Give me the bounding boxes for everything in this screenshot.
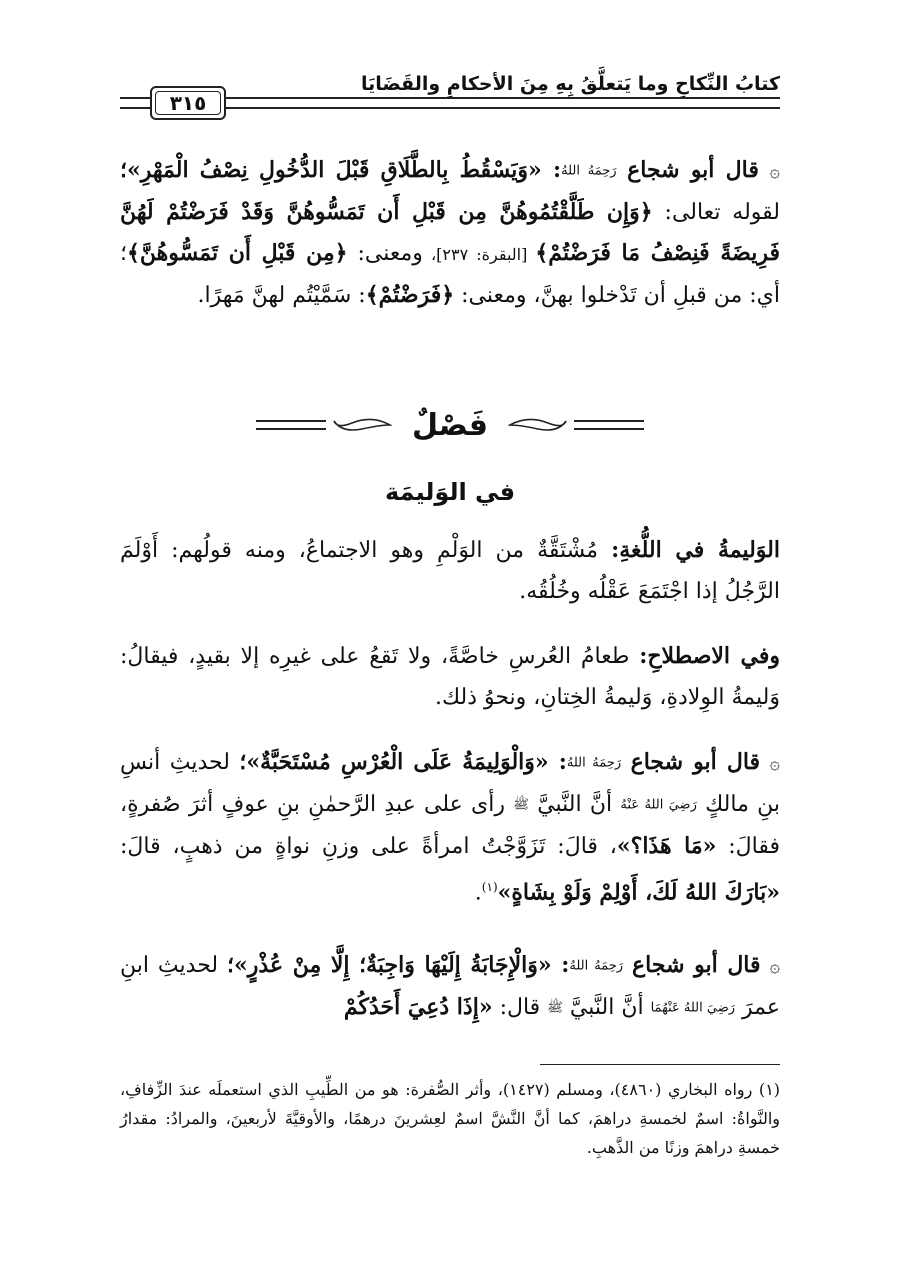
body-text: .	[474, 879, 482, 905]
quran-verse: ﴿وَإِن طَلَّقْتُمُوهُنَّ مِن قَبْلِ أَن تَمَسُّوهُنَّ وَقَدْ فَرَضْتُمْ لَهُنَّ فَرِيضَةً فَنِصْفُ مَا فَرَضْتُمْ﴾	[120, 199, 780, 266]
page-number: ٣١٥	[169, 91, 207, 115]
divider-line	[574, 420, 644, 430]
matn-quote: : «وَالْإِجَابَةُ إِلَيْهَا وَاجِبَةٌ؛ إِلَّا مِنْ عُذْرٍ»؛	[227, 952, 570, 978]
running-header-title: كتابُ النِّكاحِ وما يَتعلَّقُ بِهِ مِنَ الأحكامِ والقَضَايَا	[360, 73, 780, 95]
honorific-text: رَضِيَ اللهُ عَنْهُمَا	[650, 1000, 736, 1016]
divider-line	[256, 420, 326, 430]
section-divider	[250, 405, 650, 445]
footnote: (١) رواه البخاري (٤٨٦٠)، ومسلم (١٤٢٧)، وأثر الصُّفرة: هو من الطِّيبِ الذي استعملَه عندَ الزِّفافِ، والنَّواةُ: اسمٌ لخمسةِ دراهمَ، كما أنَّ النَّشَّ اسمٌ لعِشرينَ درهمًا، والأوقيَّةَ لأربعينَ، والمرادُ: مقدارُ خمسةِ دراهمَ وزنًا من الذَّهبِ.	[120, 1080, 781, 1157]
matn-quote: : «وَالْوَلِيمَةُ عَلَى الْعُرْسِ مُسْتَحَبَّةٌ»؛	[239, 749, 567, 775]
speaker-label: قال أبو شجاع	[632, 952, 761, 978]
swirl-ornament-icon	[508, 415, 568, 435]
hadith-quote: «إِذَا دُعِيَ أَحَدُكُمْ	[343, 994, 493, 1020]
honorific-text: رَضِيَ اللهُ عَنْهُ	[620, 797, 697, 813]
paragraph-mahr	[120, 150, 780, 316]
verse-reference: [البقرة: ٢٣٧]،	[422, 245, 536, 264]
body-text: ، قالَ: تَزَوَّجْتُ امرأةً على وزنِ نواةٍ من ذهبٍ، قالَ:	[120, 833, 617, 859]
salutation-text: ﷺ	[513, 797, 529, 813]
ornament-icon: ۞	[769, 161, 780, 182]
swirl-ornament-icon	[332, 415, 392, 435]
body-text: رأى على عبدِ الرَّحمٰنِ بنِ عوفٍ أثرَ صُفرةٍ، فقالَ:	[120, 792, 780, 859]
hadith-quote: «بَارَكَ اللهُ لَكَ، أَوْلِمْ وَلَوْ بِشَاةٍ»	[497, 878, 780, 905]
quran-verse: ﴿فَرَضْتُمْ﴾	[365, 282, 455, 308]
salutation-text: ﷺ	[547, 1000, 563, 1016]
body-text: طعامُ العُرسِ خاصَّةً، ولا تَقعُ على غيرِه إلا بقيدٍ، فيقالُ: وَليمةُ الوِلادةِ، وَليمةُ الخِتانِ، ونحوُ ذلك.	[120, 644, 780, 710]
term-label: الوَليمةُ في اللُّغةِ:	[611, 537, 780, 563]
body-text: ؛ أي: من قبلِ أن تَدْخلوا بهنَّ، ومعنى:	[120, 241, 780, 308]
paragraph-ijaba	[120, 945, 780, 1029]
speaker-label: قال أبو شجاع	[627, 157, 759, 183]
speaker-label: قال أبو شجاع	[630, 749, 761, 775]
paragraph-walima-istilah	[120, 636, 780, 718]
body-text: : سَمَّيْتُم لهنَّ مَهرًا.	[197, 283, 366, 308]
honorific-text: رَحِمَهُ اللهُ	[569, 958, 624, 974]
quran-verse: ﴿مِن قَبْلِ أَن تَمَسُّوهُنَّ﴾	[127, 240, 348, 266]
body-text: أنَّ النَّبيَّ	[562, 995, 651, 1020]
body-text: ومعنى:	[347, 241, 423, 266]
fasl-heading: فَصْلٌ	[412, 407, 488, 443]
body-text: لحديثِ أنسِ بنِ مالكٍ	[120, 750, 780, 817]
footnote-reference[interactable]: (١)	[481, 879, 498, 894]
section-title: في الوَليمَة	[384, 478, 516, 506]
body-text: أنَّ النَّبيَّ	[528, 792, 621, 817]
honorific-text: رَحِمَهُ اللهُ	[561, 163, 617, 179]
hadith-quote: «مَا هَذَا؟»	[616, 832, 717, 859]
paragraph-walima-mustahabba	[120, 742, 780, 913]
paragraph-walima-lugha	[120, 530, 780, 612]
term-label: وفي الاصطلاحِ:	[639, 643, 780, 669]
body-text: لقوله تعالى:	[652, 200, 780, 225]
body-text: مُشْتَقَّةٌ من الوَلْمِ وهو الاجتماعُ، ومنه قولُهم: أَوْلَمَ الرَّجُلُ إذا اجْتَمَعَ عَقْلُه وخُلُقُه.	[120, 538, 780, 604]
honorific-text: رَحِمَهُ اللهُ	[566, 755, 622, 771]
body-text: لحديثِ ابنِ عمرَ	[120, 953, 780, 1020]
matn-quote: : «وَيَسْقُطُ بِالطَّلَاقِ قَبْلَ الدُّخُولِ نِصْفُ الْمَهْرِ»؛	[120, 157, 562, 183]
footnote-rule	[540, 1064, 780, 1065]
ornament-icon: ۞	[769, 956, 781, 977]
page-number-box	[150, 86, 226, 120]
body-text: قال:	[492, 995, 548, 1020]
ornament-icon: ۞	[769, 753, 781, 774]
